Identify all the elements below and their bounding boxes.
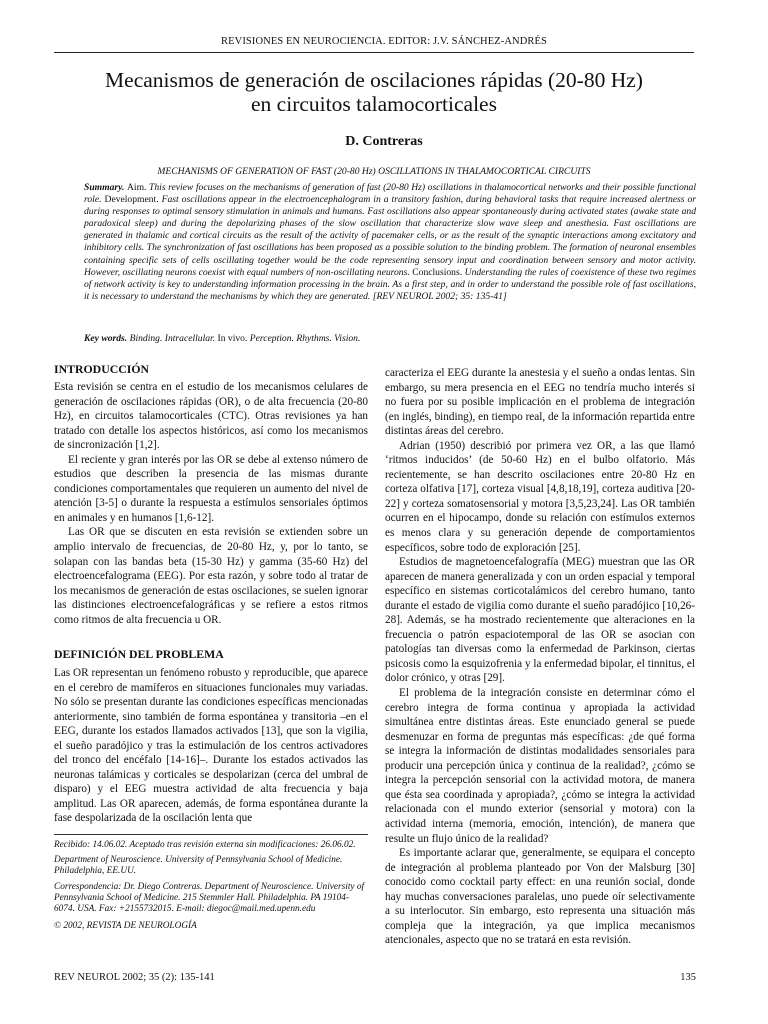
intro-paragraph-1: Esta revisión se centra en el estudio de los mecanismos celulares de generación de oscilaciones rápidas (OR), o de alta frecuencia (20-80 Hz), en circuitos talamocorticales (CTC). Otras revisiones ya han tratado con detalle los aspectos históricos, así como los mecanismos de sincronización [1,2].	[54, 381, 368, 452]
intro-text	[54, 380, 368, 627]
development-text: Fast oscillations appear in the electroencephalogram in a transitory fashion, during behavioral tasks that require increased alertness or during responses to optimal sensory stimulation in animals and humans. Fast oscillations also appear spontaneously during activated states (awake state and paradoxical sleep) and during the depolarizing phases of the slow oscillation that characterize slow wave sleep and anesthesia. Fast oscillations are generated in thalamic and cortical circuits as the result of the activity of pacemaker cells, or as the result of the synaptic interactions among excitatory and inhibitory cells. The synchronization of fast oscillations has been proposed as a possible solution to the binding problem. The formation of neuronal ensembles containing specific sets of cells oscillating together would be the code representing sensory input and coordination between sensory and motor activity. However, oscillating neurons coexist with equal numbers of non-oscillating neurons.	[84, 194, 696, 278]
intro-paragraph-3: Las OR que se discuten en esta revisión se extienden sobre un amplio intervalo de frecuencias, de 20-80 Hz, y, por lo tanto, se solapan con las bandas beta (15-30 Hz) y gamma (35-60 Hz) del electroencefalograma (EEG). Por esta razón, y sobre todo al tratar de los mecanismos de generación de estas oscilaciones, se suelen ignorar las distinciones electroencefalográficas y se refiere a estos ritmos como ritmos de alta frecuencia u OR.	[54, 526, 368, 626]
right-paragraph-4: El problema de la integración consiste en determinar cómo el cerebro integra de forma continua y apropiada la actividad simultánea entre distintas áreas. Este enunciado general se puede desmenuzar en forma de preguntas más específicas: ¿de qué forma se integra la información de distintas modalidades sensoriales para producir una percepción única y continua de la realidad?, ¿cómo se integra la percepción sensorial con la actividad motora, de manera que ésta sea coordinada y apropiada?, ¿cómo se integra la actividad relacionada con el mundo exterior (sensorial y motora) con la actividad interna (memoria, emoción, intención), de manera que resulte un flujo único de la realidad?	[385, 687, 695, 845]
citation-footer: REV NEUROL 2002; 35 (2): 135-141	[54, 972, 215, 983]
right-column-text	[385, 366, 695, 948]
keywords-part-3: Perception. Rhythms. Vision.	[249, 333, 361, 344]
problem-heading: DEFINICIÓN DEL PROBLEMA	[54, 647, 224, 661]
right-paragraph-1: caracteriza el EEG durante la anestesia y el sueño a ondas lentas. Sin embargo, su mera presencia en el EEG no tendría mucho interés si no fuera por su posible implicación en el problema de integración (en inglés, binding), en tiempo real, de la información repartida entre distintas áreas del cerebro.	[385, 367, 695, 438]
keywords-part-2: In vivo.	[217, 333, 248, 344]
problem-text	[54, 666, 368, 826]
keywords	[84, 333, 696, 344]
aim-text: This review focuses on the mechanisms of generation of fast (20-80 Hz) oscillations in thalamocortical networks and their possible functional role.	[84, 182, 697, 206]
title-line-2: en circuitos talamocorticales	[251, 92, 497, 116]
summary-label: Summary.	[84, 182, 125, 193]
intro-paragraph-2: El reciente y gran interés por las OR se debe al extenso número de estudios que describen la presencia de las mismas durante condiciones comportamentales que requieren un aumento del nivel de atención [3-5] o durante la respuesta a estímulos sensoriales óptimos en animales y en humanos [1,6-12].	[54, 453, 368, 524]
problem-paragraph: Las OR representan un fenómeno robusto y reproducible, que aparece en el cerebro de mamíferos en situaciones funcionales muy variadas. No sólo se presentan durante las condiciones específicas mencionadas anteriormente, sino también de forma espontánea y transitoria –en el EEG, durante los estados llamados activados [13], que son la vigilia, el sueño paradójico y tras la estimulación de los centros activadores del tronco del encéfalo [14-16]–. Durante los estados activados las neuronas talámicas y corticales se despolarizan (cerca del umbral de disparo) y el EEG muestra actividad de alta frecuencia y baja amplitud. Las OR aparecen, además, de forma espontánea durante la fase despolarizada de la oscilación lenta que	[54, 667, 368, 825]
title-line-1: Mecanismos de generación de oscilaciones rápidas (20-80 Hz)	[105, 68, 643, 92]
abstract-summary	[84, 182, 696, 303]
keywords-part-1: Binding. Intracellular.	[129, 333, 216, 344]
page-number: 135	[680, 972, 696, 983]
conclusions-label: Conclusions.	[412, 266, 463, 278]
author: D. Contreras	[345, 134, 423, 149]
right-paragraph-3: Estudios de magnetoencefalografía (MEG) muestran que las OR aparecen de manera generalizada y con un orden espacial y temporal específico en sistemas corticotalámicos del cerebro humano, tanto durante el estado de vigilia como durante el sueño paradójico [10,26-28]. Además, se ha mostrado recientemente que alteraciones en la frecuencia o patrón espaciotemporal de las OR se asocian con patologías tan diversas como la enfermedad de Parkinson, ciertas psicosis como la esquizofrenia y la enfermedad bipolar, el tinnitus, el dolor crónico, y otras [29].	[385, 556, 695, 685]
english-title: MECHANISMS OF GENERATION OF FAST (20-80 Hz) OSCILLATIONS IN THALAMOCORTICAL CIRCUITS	[157, 166, 591, 177]
correspondence-note: Correspondencia: Dr. Diego Contreras. Department of Neuroscience. University of Pennsylvania School of Medicine. 215 Stemmler Hall. Philadelphia. PA 19104-6074. USA. Fax: +2155732015. E-mail: diegoc@mail.med.upenn.edu	[54, 882, 365, 915]
article-title	[54, 68, 694, 116]
keywords-label: Key words.	[84, 333, 128, 344]
affiliation-note: Department of Neuroscience. University of Pennsylvania School of Medicine. Philadelphia, EE.UU.	[54, 855, 343, 877]
header-rule	[54, 52, 694, 53]
conclusions-text: Understanding the rules of coexistence of these two regimes of network activity is key to understanding information processing in the brain. As a first step, and in order to understand the possible role of fast oscillations, it is necessary to understand the mechanisms by which they are generated. [REV NEUROL 2002; 35: 135-41]	[84, 266, 696, 302]
right-paragraph-5: Es importante aclarar que, generalmente, se equipara el concepto de integración al problema planteado por Von der Malsburg [30] conocido como cocktail party effect: en una reunión social, donde hay muchas conversaciones paralelas, uno puede oír selectivamente a su interlocutor. Sin embargo, esto representa una situación más compleja que la integración, ya que implica mecanismos atencionales, aspecto que no se tratará en esta revisión.	[385, 847, 695, 947]
development-label: Development.	[104, 194, 159, 206]
received-note: Recibido: 14.06.02. Aceptado tras revisión externa sin modificaciones: 26.06.02.	[54, 840, 356, 850]
footnote-rule	[54, 834, 368, 835]
copyright-note: © 2002, REVISTA DE NEUROLOGÍA	[54, 921, 197, 931]
right-paragraph-2: Adrian (1950) describió por primera vez OR, a las que llamó ‘ritmos inducidos’ (de 50-60 Hz) en el bulbo olfatorio. Más recientemente, se han descrito oscilaciones entre 20-80 Hz en corteza olfativa [17], corteza visual [4,8,18,19], corteza auditiva [20-22] y corteza somatosensorial y motora [3,5,23,24]. Las OR también ocurren en el hipocampo, donde su relación con estímulos externos es menos clara y su generación depende de comportamientos específicos, sobre todo de exploración [25].	[385, 439, 695, 554]
intro-heading: INTRODUCCIÓN	[54, 362, 150, 376]
aim-label: Aim.	[127, 182, 147, 193]
journal-header: REVISIONES EN NEUROCIENCIA. EDITOR: J.V. SÁNCHEZ-ANDRÉS	[221, 36, 547, 47]
